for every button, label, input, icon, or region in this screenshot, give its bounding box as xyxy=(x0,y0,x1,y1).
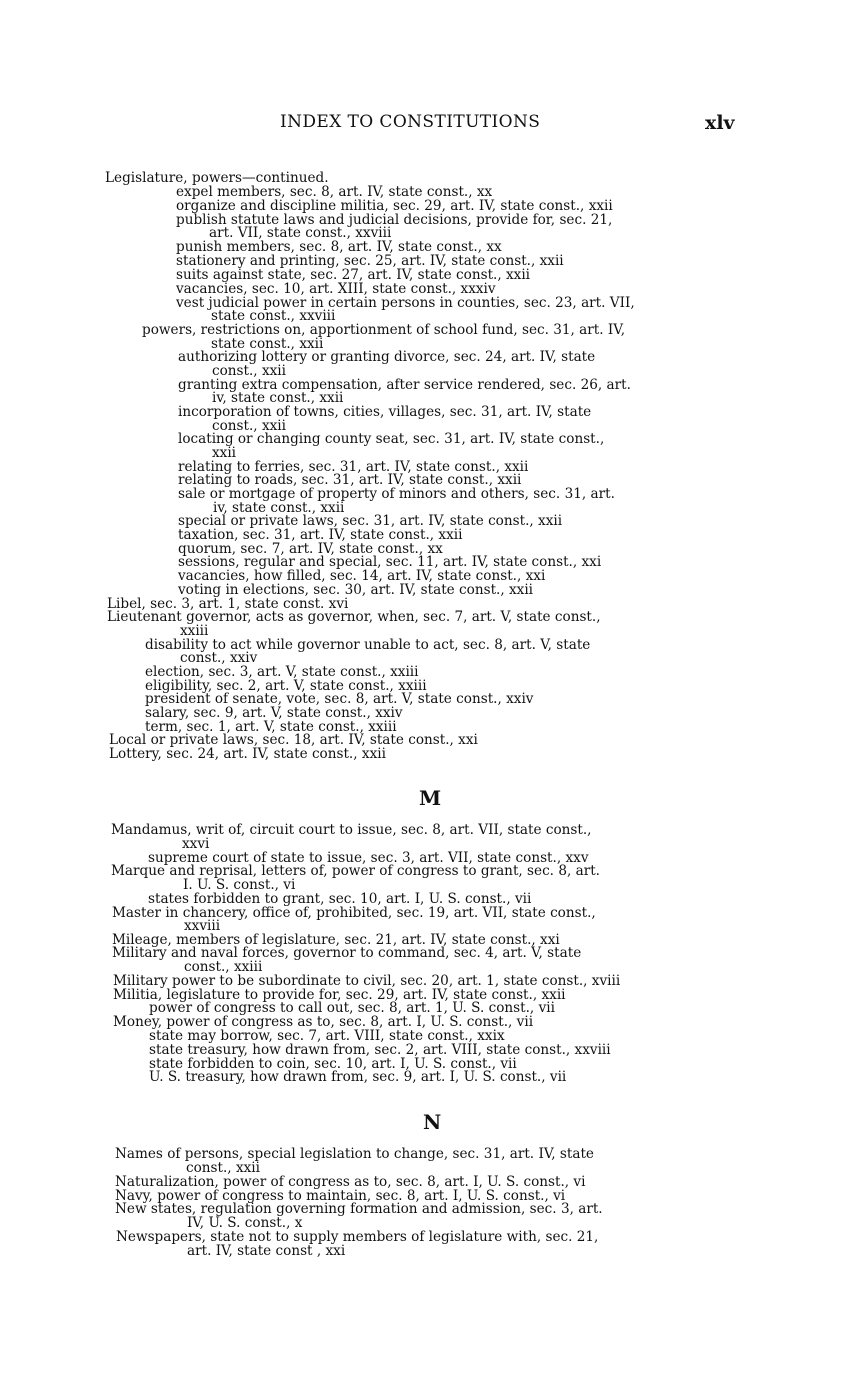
index-continuation: I. U. S. const., vi xyxy=(183,877,296,893)
index-continuation: state const., xxviii xyxy=(211,308,336,324)
index-continuation: const., xxii xyxy=(212,418,286,434)
index-subentry: punish members, sec. 8, art. IV, state const., xx xyxy=(176,239,502,255)
index-subentry: state forbidden to coin, sec. 10, art. I, U. S. const., vii xyxy=(149,1056,517,1072)
index-entry: Lottery, sec. 24, art. IV, state const., xxii xyxy=(109,746,386,762)
index-subentry: term, sec. 1, art. V, state const., xxiii xyxy=(145,719,397,735)
index-continuation: const., xxiii xyxy=(184,959,263,975)
index-subentry: special or private laws, sec. 31, art. IV, state const., xxii xyxy=(178,513,563,529)
index-subentry: vest judicial power in certain persons in counties, sec. 23, art. VII, xyxy=(176,295,635,311)
index-entry: Military and naval forces, governor to command, sec. 4, art. V, state xyxy=(112,945,582,961)
index-subentry: organize and discipline militia, sec. 29, art. IV, state const., xxii xyxy=(176,198,613,214)
index-entry: Local or private laws, sec. 18, art. IV, state const., xxi xyxy=(109,732,478,748)
index-subentry: supreme court of state to issue, sec. 3, art. VII, state const., xxv xyxy=(148,850,589,866)
index-continuation: const., xxiv xyxy=(180,650,258,666)
index-continuation: iv, state const., xxii xyxy=(213,500,345,516)
index-entry: Military power to be subordinate to civil, sec. 20, art. 1, state const., xviii xyxy=(113,973,621,989)
page-number: xlv xyxy=(705,112,735,134)
index-subentry: election, sec. 3, art. V, state const., xxiii xyxy=(145,664,419,680)
index-entry: Legislature, powers—continued. xyxy=(105,170,329,186)
section-letter-m: M xyxy=(419,786,442,810)
index-continuation: art. IV, state const , xxi xyxy=(187,1243,346,1259)
index-continuation: IV, U. S. const., x xyxy=(187,1215,303,1231)
index-entry: Mandamus, writ of, circuit court to issue, sec. 8, art. VII, state const., xyxy=(111,822,592,838)
index-subentry: stationery and printing, sec. 25, art. IV, state const., xxii xyxy=(176,253,564,269)
index-subentry: state may borrow, sec. 7, art. VIII, state const., xxix xyxy=(149,1028,505,1044)
index-entry: Mileage, members of legislature, sec. 21, art. IV, state const., xxi xyxy=(112,932,560,948)
index-continuation: xxviii xyxy=(184,918,221,934)
index-entry: Navy, power of congress to maintain, sec. 8, art. I, U. S. const., vi xyxy=(115,1188,566,1204)
index-continuation: state const., xxii xyxy=(211,336,324,352)
running-title: INDEX TO CONSTITUTIONS xyxy=(280,112,541,132)
index-subentry: sale or mortgage of property of minors and others, sec. 31, art. xyxy=(178,486,615,502)
index-continuation: const., xxii xyxy=(212,363,286,379)
index-subentry: vacancies, sec. 10, art. XIII, state const., xxxiv xyxy=(176,281,496,297)
index-subentry: quorum, sec. 7, art. IV, state const., xx xyxy=(178,541,443,557)
index-entry: Lieutenant governor, acts as governor, when, sec. 7, art. V, state const., xyxy=(107,609,601,625)
index-entry: Marque and reprisal, letters of, power of congress to grant, sec. 8, art. xyxy=(111,863,600,879)
index-subentry: salary, sec. 9, art. V, state const., xxiv xyxy=(145,705,403,721)
index-entry: Militia, legislature to provide for, sec. 29, art. IV, state const., xxii xyxy=(113,987,566,1003)
index-continuation: xxiii xyxy=(180,623,209,639)
index-subentry: president of senate, vote, sec. 8, art. V, state const., xxiv xyxy=(145,691,534,707)
index-subentry: incorporation of towns, cities, villages, sec. 31, art. IV, state xyxy=(178,404,592,420)
index-subentry: authorizing lottery or granting divorce, sec. 24, art. IV, state xyxy=(178,349,596,365)
index-entry: Money, power of congress as to, sec. 8, art. I, U. S. const., vii xyxy=(113,1014,534,1030)
index-continuation: const., xxii xyxy=(186,1160,260,1176)
index-continuation: art. VII, state const., xxviii xyxy=(209,225,392,241)
index-subentry: granting extra compensation, after service rendered, sec. 26, art. xyxy=(178,377,631,393)
page-header xyxy=(0,112,859,136)
index-subentry: taxation, sec. 31, art. IV, state const., xxii xyxy=(178,527,463,543)
index-subentry: relating to roads, sec. 31, art. IV, state const., xxii xyxy=(178,472,522,488)
index-subentry: eligibility, sec. 2, art. V, state const., xxiii xyxy=(145,678,427,694)
index-subentry: vacancies, how filled, sec. 14, art. IV, state const., xxi xyxy=(178,568,546,584)
index-subentry: suits against state, sec. 27, art. IV, state const., xxii xyxy=(176,267,531,283)
index-subentry: power of congress to call out, sec. 8, art. 1, U. S. const., vii xyxy=(149,1000,555,1016)
index-subentry: U. S. treasury, how drawn from, sec. 9, art. I, U. S. const., vii xyxy=(149,1069,567,1085)
index-subentry: powers, restrictions on, apportionment of school fund, sec. 31, art. IV, xyxy=(142,322,626,338)
index-subentry: publish statute laws and judicial decisions, provide for, sec. 21, xyxy=(176,212,613,228)
index-entry: Master in chancery, office of, prohibited, sec. 19, art. VII, state const., xyxy=(112,905,596,921)
index-subentry: disability to act while governor unable to act, sec. 8, art. V, state xyxy=(145,637,591,653)
index-continuation: iv, state const., xxii xyxy=(212,390,344,406)
index-subentry: locating or changing county seat, sec. 31, art. IV, state const., xyxy=(178,431,605,447)
index-subentry: state treasury, how drawn from, sec. 2, art. VIII, state const., xxviii xyxy=(149,1042,611,1058)
index-entry: Newspapers, state not to supply members of legislature with, sec. 21, xyxy=(116,1229,599,1245)
index-subentry: relating to ferries, sec. 31, art. IV, state const., xxii xyxy=(178,459,529,475)
index-continuation: xxii xyxy=(212,445,237,461)
index-entry: New states, regulation governing formation and admission, sec. 3, art. xyxy=(115,1201,603,1217)
index-entry: Names of persons, special legislation to change, sec. 31, art. IV, state xyxy=(115,1146,594,1162)
index-continuation: xxvi xyxy=(182,836,210,852)
index-entry: Naturalization, power of congress as to, sec. 8, art. I, U. S. const., vi xyxy=(115,1174,586,1190)
index-subentry: states forbidden to grant, sec. 10, art. I, U. S. const., vii xyxy=(148,891,532,907)
index-subentry: voting in elections, sec. 30, art. IV, state const., xxii xyxy=(178,582,534,598)
index-subentry: sessions, regular and special, sec. 11, art. IV, state const., xxi xyxy=(178,554,602,570)
index-entry: Libel, sec. 3, art. 1, state const. xvi xyxy=(107,596,349,612)
index-subentry: expel members, sec. 8, art. IV, state const., xx xyxy=(176,184,493,200)
section-letter-n: N xyxy=(423,1110,442,1134)
